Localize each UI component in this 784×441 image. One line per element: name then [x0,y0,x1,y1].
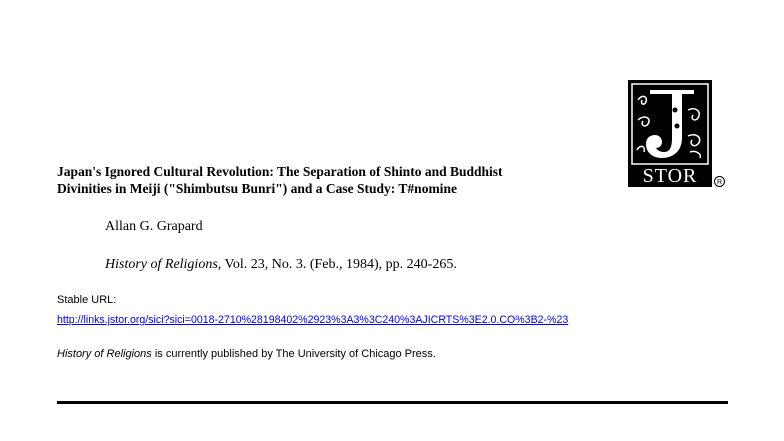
article-citation [105,256,457,273]
article-title-line-2: Divinities in Meiji ("Shimbutsu Bunri") and a Case Study: T#nomine [57,181,457,196]
publisher-journal-name: History of Religions [57,348,152,360]
citation-journal-name: History of Religions [105,257,218,272]
stable-url-link[interactable]: http://links.jstor.org/sici?sici=0018-2710%28198402%2923%3A3%3C240%3AJICRTS%3E2.0.CO%3B2-%23 [57,314,569,326]
publisher-statement [57,347,436,361]
article-title-line-1: Japan's Ignored Cultural Revolution: The Separation of Shinto and Buddhist [57,164,503,179]
jstor-ornamental-j-icon [628,80,712,166]
registered-mark-icon: R [714,176,725,187]
horizontal-rule [57,401,728,404]
citation-details: , Vol. 23, No. 3. (Feb., 1984), pp. 240-265. [217,257,457,272]
jstor-logo-text: STOR [642,165,698,187]
jstor-logo [628,80,712,187]
article-author: Allan G. Grapard [105,219,203,234]
publisher-details: is currently published by The University of Chicago Press. [151,348,436,360]
stable-url-label: Stable URL: [57,294,117,306]
article-title [57,163,617,197]
